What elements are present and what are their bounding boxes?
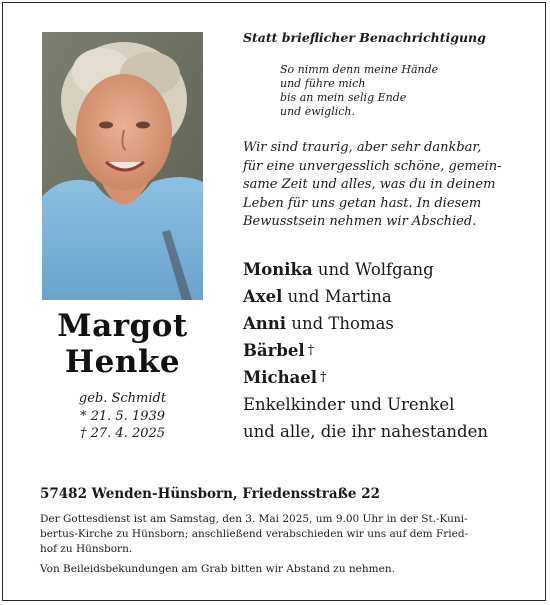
- family-address: 57482 Wenden-Hünsborn, Friedensstraße 22: [40, 486, 380, 502]
- mourner-group-text: Enkelkinder und Urenkel: [243, 394, 455, 414]
- service-notice: [40, 512, 520, 557]
- mourners-list: [243, 256, 523, 445]
- notice-line: hof zu Hünsborn.: [40, 543, 133, 555]
- condolence-notice: Von Beileidsbekundungen am Grab bitten wir Abstand zu nehmen.: [40, 563, 395, 575]
- mourner-name: Monika: [243, 259, 313, 279]
- text-column: [243, 30, 523, 445]
- mourner: [243, 310, 523, 337]
- mourner: [243, 337, 523, 364]
- mourner-group-text: und alle, die ihr nahestanden: [243, 421, 488, 441]
- mourner: [243, 256, 523, 283]
- notice-line: Der Gottesdienst ist am Samstag, den 3. Mai 2025, um 9.00 Uhr in der St.-Kuni-: [40, 513, 468, 525]
- mourner-group: [243, 391, 523, 418]
- notice-line: bertus-Kirche zu Hünsborn; anschließend verabschieden wir uns auf dem Fried-: [40, 528, 469, 540]
- poem-line: So nimm denn meine Hände: [280, 63, 439, 76]
- mourner-name: Axel: [243, 286, 283, 306]
- poem-line: und ewiglich.: [280, 105, 355, 118]
- message-line: Bewusstsein nehmen wir Abschied.: [243, 214, 477, 229]
- poem-line: und führe mich: [280, 77, 366, 90]
- mourner-group: [243, 418, 523, 445]
- message-line: Wir sind traurig, aber sehr dankbar,: [243, 140, 482, 155]
- mourner-name: Anni: [243, 313, 287, 333]
- first-name: Margot: [57, 308, 188, 344]
- deceased-info: [42, 308, 203, 442]
- mourner-partner: und Thomas: [286, 313, 394, 333]
- mourner-partner: und Martina: [282, 286, 392, 306]
- mourner: [243, 283, 523, 310]
- message-line: same Zeit und alles, was du in deinem: [243, 177, 496, 192]
- cross-icon: †: [307, 342, 315, 358]
- maiden-name: geb. Schmidt: [78, 391, 167, 406]
- heading: Statt brieflicher Benachrichtigung: [243, 30, 486, 45]
- message-line: Leben für uns getan hast. In diesem: [243, 195, 482, 211]
- mourner-partner: und Wolfgang: [312, 259, 434, 279]
- farewell-message: [243, 139, 523, 232]
- portrait-photo: [42, 32, 203, 300]
- cross-icon: †: [320, 369, 327, 385]
- mourner-name: Bärbel: [243, 340, 305, 360]
- poem-line: bis an mein selig Ende: [280, 91, 407, 104]
- last-name: Henke: [64, 344, 181, 380]
- death-date: † 27. 4. 2025: [79, 426, 166, 441]
- poem: [280, 63, 523, 119]
- birth-date: * 21. 5. 1939: [79, 409, 166, 424]
- mourner-name: Michael: [243, 367, 318, 387]
- mourner: [243, 364, 523, 391]
- message-line: für eine unvergesslich schöne, gemein-: [243, 158, 502, 174]
